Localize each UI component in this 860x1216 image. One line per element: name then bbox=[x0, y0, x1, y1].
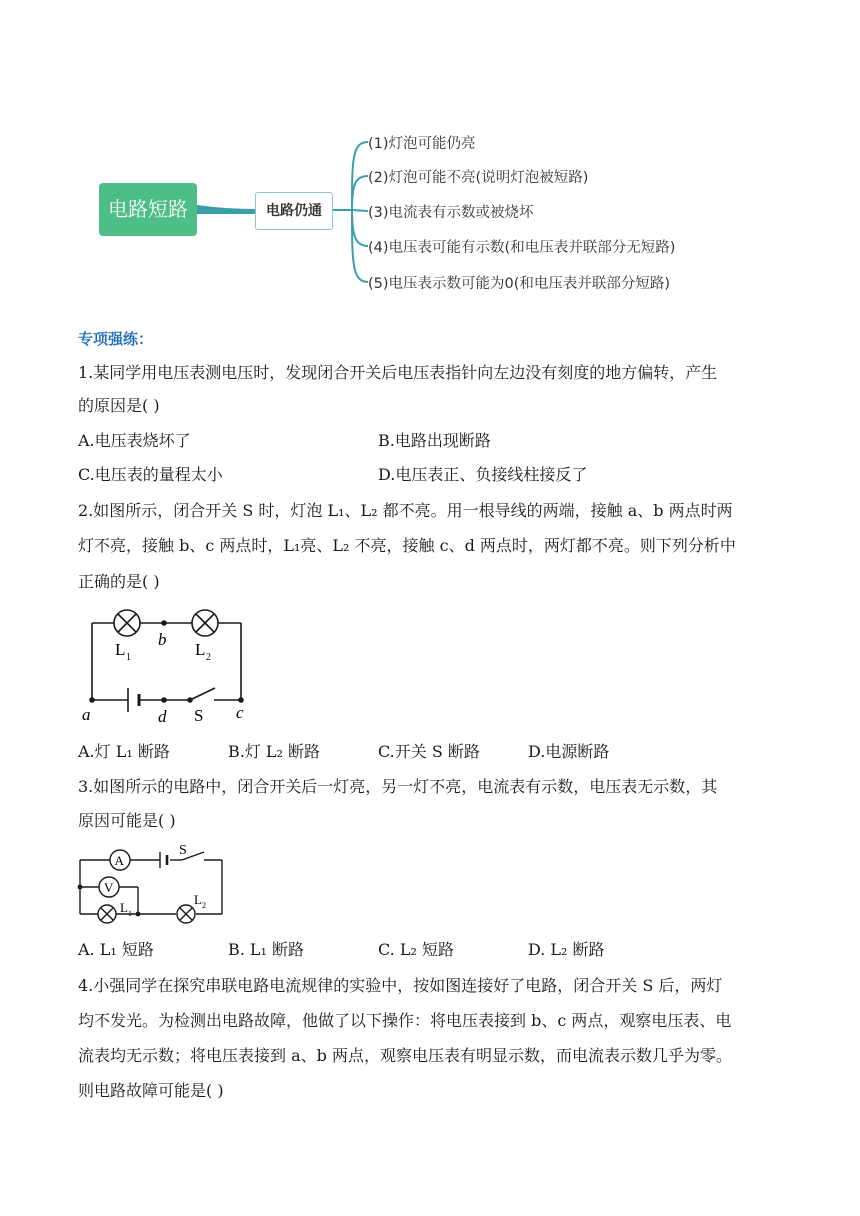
q1-stem-line-2: 的原因是( ) bbox=[78, 396, 160, 415]
label-b: b bbox=[158, 630, 167, 649]
q3-stem-line-2: 原因可能是( ) bbox=[78, 811, 176, 830]
label-c: c bbox=[236, 703, 244, 722]
lamp-l2-icon bbox=[192, 610, 218, 636]
q1-option-b: B.电路出现断路 bbox=[378, 431, 491, 450]
label-s: S bbox=[179, 843, 187, 858]
q1-stem-line-1: 1.某同学用电压表测电压时，发现闭合开关后电压表指针向左边没有刻度的地方偏转，产生 bbox=[78, 363, 718, 382]
q3-circuit-diagram bbox=[74, 840, 234, 930]
q3-option-d: D. L₂ 断路 bbox=[528, 940, 605, 959]
q2-stem-line-3: 正确的是( ) bbox=[78, 572, 160, 591]
point-d-dot bbox=[161, 697, 167, 703]
mindmap-branch-4: (4)电压表可能有示数(和电压表并联部分无短路) bbox=[368, 240, 676, 256]
q4-stem-line-2: 均不发光。为检测出电路故障，他做了以下操作：将电压表接到 b、c 两点，观察电压表、电 bbox=[78, 1011, 732, 1030]
mindmap-connectors bbox=[0, 0, 860, 310]
q3-stem-line-1: 3.如图所示的电路中，闭合开关后一灯亮，另一灯不亮，电流表有示数，电压表无示数，其 bbox=[78, 777, 718, 796]
q2-stem-line-2: 灯不亮，接触 b、c 两点时，L₁亮、L₂ 不亮，接触 c、d 两点时，两灯都不亮。则下列分析中 bbox=[78, 536, 736, 555]
point-b-dot bbox=[161, 620, 167, 626]
label-a: a bbox=[82, 705, 91, 724]
label-l2: L bbox=[194, 892, 202, 907]
lamp-l2-icon bbox=[177, 905, 195, 923]
label-l1-sub: 1 bbox=[126, 652, 131, 663]
q2-option-d: D.电源断路 bbox=[528, 742, 610, 761]
mindmap-branch-5: (5)电压表示数可能为0(和电压表并联部分短路) bbox=[368, 276, 671, 292]
point-a-dot bbox=[89, 697, 95, 703]
q2-option-a: A.灯 L₁ 断路 bbox=[78, 742, 170, 761]
q3-option-c: C. L₂ 短路 bbox=[378, 940, 454, 959]
q4-stem-line-1: 4.小强同学在探究串联电路电流规律的实验中，按如图连接好了电路，闭合开关 S 后，两灯 bbox=[78, 976, 723, 995]
q2-option-c: C.开关 S 断路 bbox=[378, 742, 480, 761]
label-l2-sub: 2 bbox=[202, 901, 206, 910]
label-l2: L bbox=[195, 640, 206, 659]
q2-stem-line-1: 2.如图所示，闭合开关 S 时，灯泡 L₁、L₂ 都不亮。用一根导线的两端，接触 a、b 两点时两 bbox=[78, 501, 733, 520]
voltmeter-label: V bbox=[104, 880, 114, 895]
mindmap-branch-1: (1)灯泡可能仍亮 bbox=[368, 136, 476, 152]
q4-stem-line-3: 流表均无示数；将电压表接到 a、b 两点，观察电压表有明显示数，而电流表示数几乎为零。 bbox=[78, 1046, 732, 1065]
q4-stem-line-4: 则电路故障可能是( ) bbox=[78, 1081, 224, 1100]
ammeter-icon bbox=[110, 850, 130, 870]
label-l1: L bbox=[120, 900, 128, 915]
junction-dot bbox=[78, 885, 83, 890]
label-l1: L bbox=[115, 640, 126, 659]
point-c-dot bbox=[238, 697, 244, 703]
q3-option-b: B. L₁ 断路 bbox=[228, 940, 305, 959]
q2-option-b: B.灯 L₂ 断路 bbox=[228, 742, 321, 761]
q1-option-d: D.电压表正、负接线柱接反了 bbox=[378, 465, 588, 484]
mindmap-branch-3: (3)电流表有示数或被烧坏 bbox=[368, 205, 534, 221]
mindmap-branch-2: (2)灯泡可能不亮(说明灯泡被短路) bbox=[368, 170, 589, 186]
junction-dot bbox=[136, 912, 141, 917]
label-l1-sub: 1 bbox=[128, 909, 132, 918]
voltmeter-icon bbox=[99, 877, 119, 897]
mindmap-root bbox=[99, 183, 197, 236]
q2-circuit-diagram bbox=[78, 604, 268, 728]
mindmap-root-label: 电路短路 bbox=[108, 197, 188, 221]
lamp-l1-icon bbox=[114, 610, 140, 636]
q1-option-a: A.电压表烧坏了 bbox=[78, 431, 191, 450]
label-l2-sub: 2 bbox=[206, 652, 211, 663]
q1-option-c: C.电压表的量程太小 bbox=[78, 465, 223, 484]
label-d: d bbox=[158, 707, 167, 726]
switch-pivot-dot bbox=[187, 697, 193, 703]
q3-option-a: A. L₁ 短路 bbox=[78, 940, 154, 959]
mindmap-node-label: 电路仍通 bbox=[266, 203, 322, 219]
label-s: S bbox=[194, 706, 204, 725]
ammeter-label: A bbox=[114, 853, 124, 868]
lamp-l1-icon bbox=[98, 905, 116, 923]
mindmap-node bbox=[255, 192, 333, 230]
section-title: 专项强练： bbox=[78, 330, 154, 348]
